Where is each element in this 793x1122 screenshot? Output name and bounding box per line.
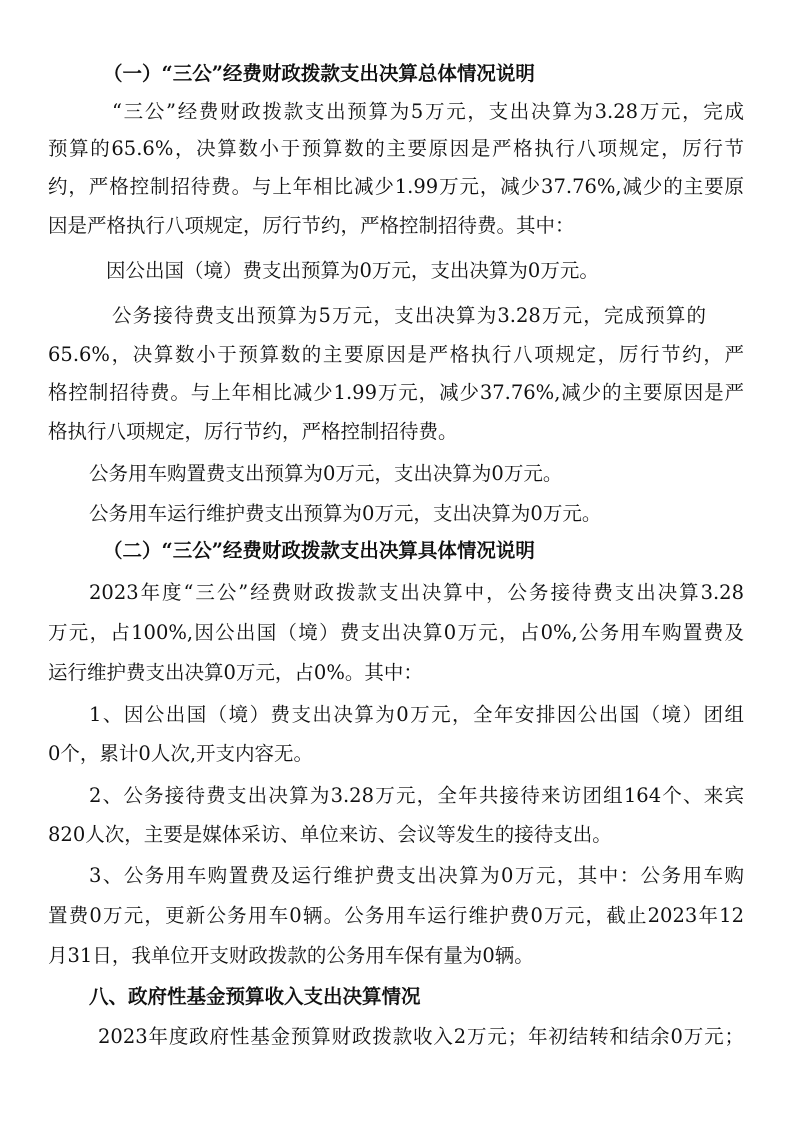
section1-paragraph3-line3: 格控制招待费。与上年相比减少1.99万元，减少37.76%,减少的主要原因是严: [48, 381, 744, 404]
section2-item2-line1: 2、公务接待费支出决算为3.28万元，全年共接待来访团组164个、来宾: [89, 784, 744, 807]
section1-paragraph4: 公务用车购置费支出预算为0万元，支出决算为0万元。: [89, 462, 563, 485]
section2-item1-line1: 1、因公出国（境）费支出决算为0万元，全年安排因公出国（境）团组: [89, 703, 744, 726]
section2-item3-line3: 月31日，我单位开支财政拨款的公务用车保有量为0辆。: [48, 944, 534, 967]
section8-heading: 八、政府性基金预算收入支出决算情况: [89, 985, 421, 1008]
section2-paragraph1-line1: 2023年度“三公”经费财政拨款支出决算中，公务接待费支出决算3.28: [89, 581, 744, 604]
section2-heading: （二）“三公”经费财政拨款支出决算具体情况说明: [103, 539, 535, 562]
section2-item3-line2: 置费0万元，更新公务用车0辆。公务用车运行维护费0万元，截止2023年12: [48, 904, 744, 927]
section1-paragraph1-line2: 预算的65.6%，决算数小于预算数的主要原因是严格执行八项规定，厉行节: [48, 137, 744, 160]
section1-paragraph5: 公务用车运行维护费支出预算为0万元，支出决算为0万元。: [89, 502, 602, 525]
section1-paragraph1-line1: “三公”经费财政拨款支出预算为5万元，支出决算为3.28万元，完成: [112, 100, 744, 123]
section1-paragraph2: 因公出国（境）费支出预算为0万元，支出决算为0万元。: [106, 259, 599, 282]
section8-paragraph1: 2023年度政府性基金预算财政拨款收入2万元；年初结转和结余0万元；: [98, 1025, 744, 1048]
section1-heading: （一）“三公”经费财政拨款支出决算总体情况说明: [103, 62, 535, 85]
section2-item1-line2: 0个，累计0人次,开支内容无。: [48, 742, 314, 765]
section1-paragraph1-line4: 因是严格执行八项规定，厉行节约，严格控制招待费。其中：: [48, 214, 575, 237]
section2-paragraph1-line3: 运行维护费支出决算0万元，占0%。其中：: [48, 661, 423, 684]
section1-paragraph3-line2: 65.6%，决算数小于预算数的主要原因是严格执行八项规定，厉行节约，严: [48, 343, 744, 366]
section2-item2-line2: 820人次，主要是媒体采访、单位来访、会议等发生的接待支出。: [48, 823, 612, 846]
section1-paragraph3-line4: 格执行八项规定，厉行节约，严格控制招待费。: [48, 420, 458, 443]
section1-paragraph3-line1: 公务接待费支出预算为5万元，支出决算为3.28万元，完成预算的: [112, 304, 706, 327]
section2-item3-line1: 3、公务用车购置费及运行维护费支出决算为0万元，其中：公务用车购: [89, 864, 744, 887]
section1-paragraph1-line3: 约，严格控制招待费。与上年相比减少1.99万元，减少37.76%,减少的主要原: [48, 175, 744, 198]
section2-paragraph1-line2: 万元，占100%,因公出国（境）费支出决算0万元，占0%,公务用车购置费及: [48, 621, 744, 644]
